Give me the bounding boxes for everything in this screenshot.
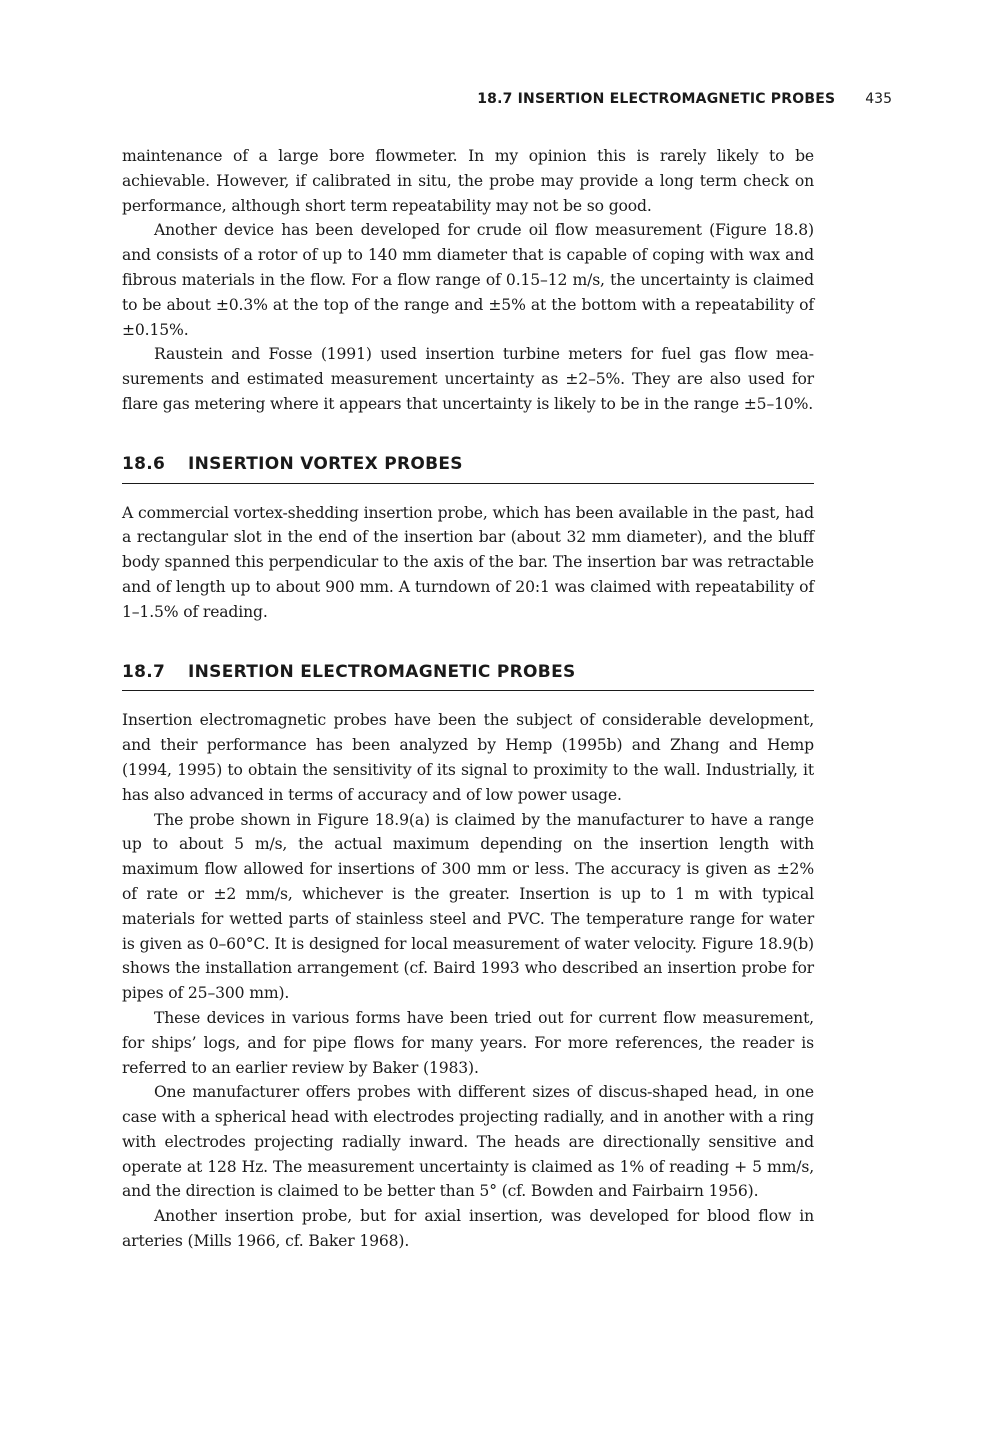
paragraph: Another insertion probe, but for axial insertion, was developed for blood flow in arteries (Mills 1966, cf. Baker 1968).: [122, 1207, 814, 1251]
paragraph: These devices in various forms have been tried out for current flow measurement, for ships’ logs, and for pipe flows for many years. For more references, the reader is referred to an earlier review by Baker (1983).: [122, 1008, 814, 1077]
section-heading-18-6: [122, 452, 814, 484]
paragraph: maintenance of a large bore flowmeter. In my opinion this is rarely likely to be achievable. However, if calibrated in situ, the probe may provide a long term check on performance, although short term repeatability may not be so good.: [122, 147, 814, 215]
paragraph: Another device has been developed for crude oil flow measurement (Figure 18.8) and consists of a rotor of up to 140 mm diameter that is capable of coping with wax and fibrous materials in the flow. For a flow range of 0.15–12 m/s, the uncertainty is claimed to be about ±0.3% at the top of the range and ±5% at the bottom with a repeatability of ±0.15%.: [122, 221, 814, 339]
running-head: [122, 91, 892, 107]
section-heading-18-7: [122, 660, 814, 692]
section-number: 18.7: [122, 661, 166, 682]
paragraph: Insertion electromagnetic probes have been the subject of considerable development, and their performance has been analyzed by Hemp (1995b) and Zhang and Hemp (1994, 1995) to obtain the sensitivity of its signal to proximity to the wall. Industrially, it has also advanced in terms of accuracy and of low power usage.: [122, 711, 814, 804]
paragraph: Raustein and Fosse (1991) used insertion turbine meters for fuel gas flow measurements and estimated measurement uncertainty as ±2–5%. They are also used for flare gas metering where it appears that uncertainty is likely to be in the range ±5–10%.: [122, 345, 814, 413]
paragraph: The probe shown in Figure 18.9(a) is claimed by the manufacturer to have a range up to about 5 m/s, the actual maximum depending on the insertion length with maximum flow allowed for insertions of 300 mm or less. The accuracy is given as ±2% of rate or ±2 mm/s, whichever is the greater. Insertion is up to 1 m with typical materials for wetted parts of stainless steel and PVC. The temperature range for water is given as 0–60°C. It is designed for local measurement of water velocity. Figure 18.9(b) shows the installation arrangement (cf. Baird 1993 who described an insertion probe for pipes of 25–300 mm).: [122, 810, 814, 1003]
section-title: INSERTION VORTEX PROBES: [188, 453, 463, 474]
page-body: [122, 144, 814, 1254]
paragraph: A commercial vortex-shedding insertion probe, which has been available in the past, had a rectangular slot in the end of the insertion bar (about 32 mm diameter), and the bluff body spanned this perpendicular to the axis of the bar. The insertion bar was retractable and of length up to about 900 mm. A turndown of 20:1 was claimed with repeatability of 1–1.5% of reading.: [122, 503, 814, 621]
page-number: 435: [865, 91, 892, 107]
paragraph: One manufacturer offers probes with different sizes of discus-shaped head, in one case with a spherical head with electrodes projecting radially, and in another with a ring with electrodes projecting radially inward. The heads are directionally sensitive and operate at 128 Hz. The measurement uncertainty is claimed as 1% of reading + 5 mm/s, and the direction is claimed to be better than 5° (cf. Bowden and Fairbairn 1956).: [122, 1083, 814, 1201]
section-number: 18.6: [122, 453, 166, 474]
section-title: INSERTION ELECTROMAGNETIC PROBES: [188, 661, 576, 682]
running-head-title: 18.7 INSERTION ELECTROMAGNETIC PROBES: [477, 91, 836, 107]
